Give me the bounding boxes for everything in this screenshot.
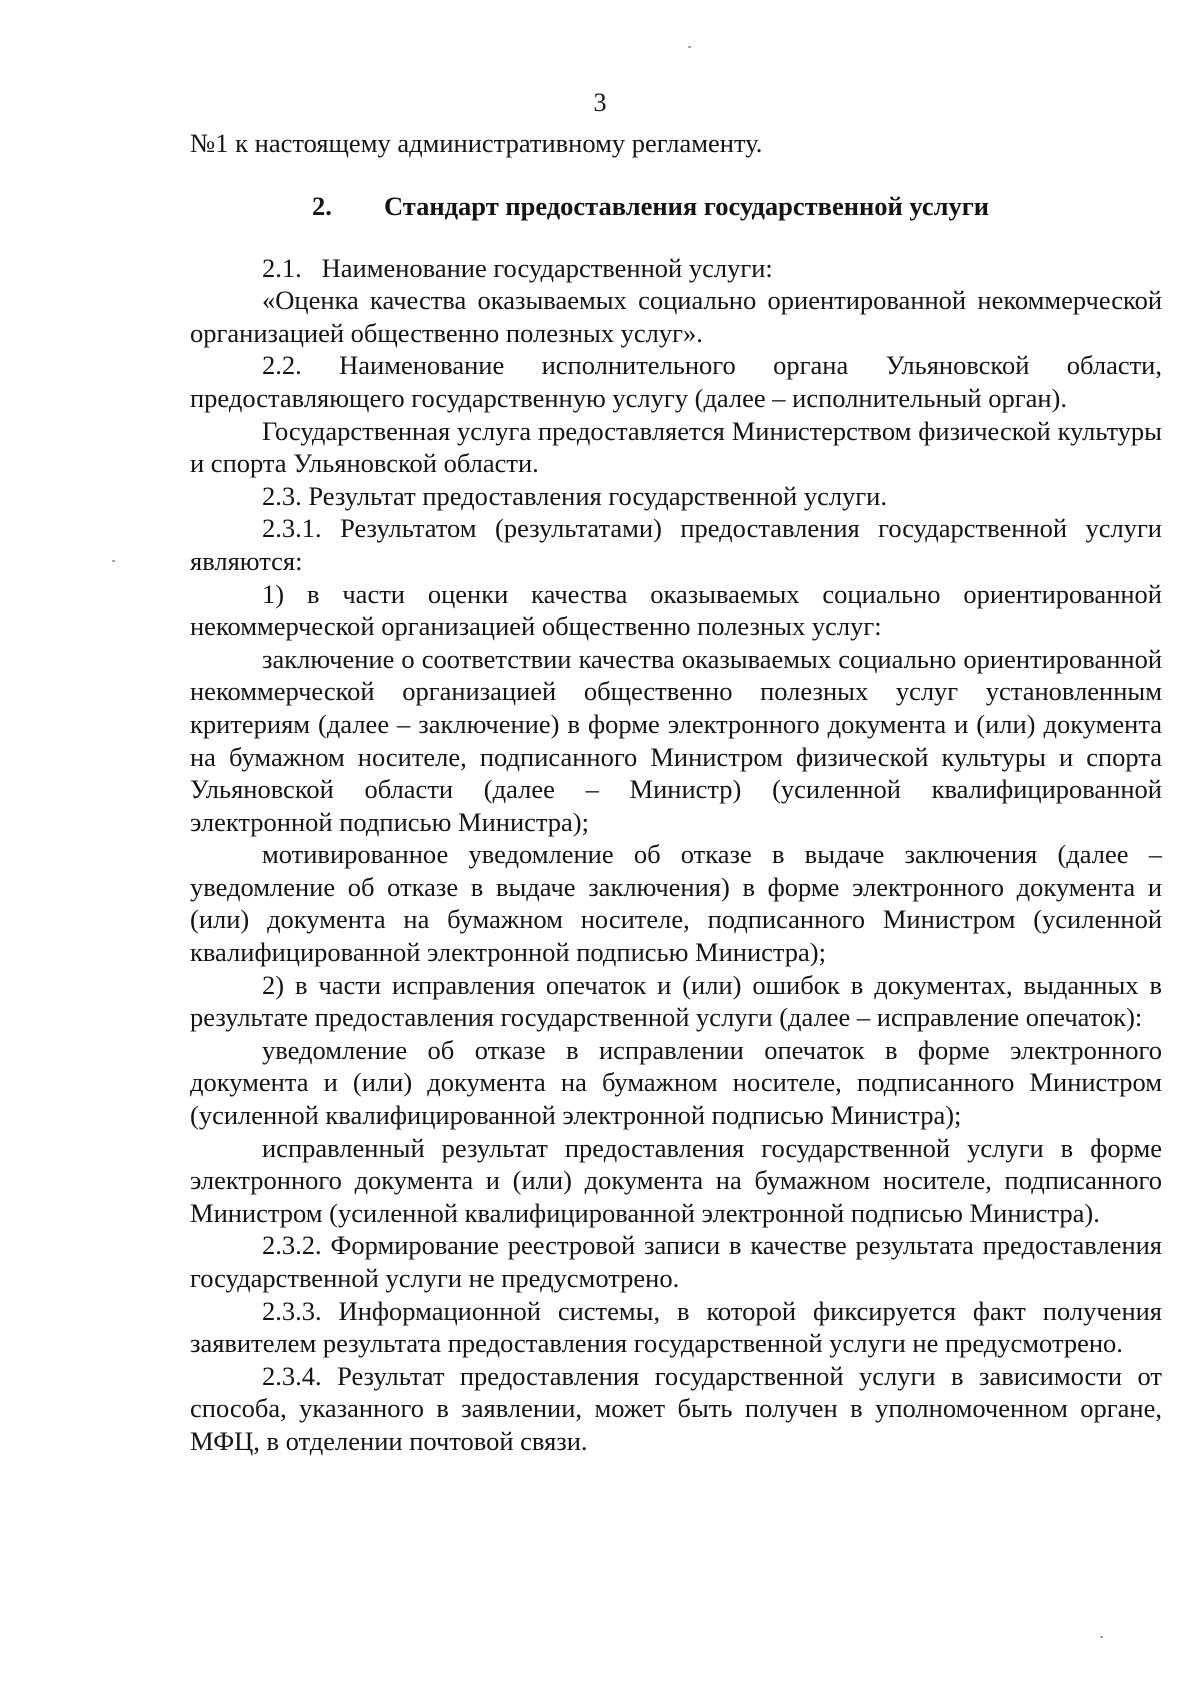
paragraph-provider: Государственная услуга предоставляется Министерством физической культуры и спорта Ульяновской области.	[190, 415, 1162, 479]
paragraph-2-1: 2.1. Наименование государственной услуги:	[262, 252, 773, 283]
paragraph-item-1: 1) в части оценки качества оказываемых социально ориентированной некоммерческой организацией общественно полезных услуг:	[190, 578, 1162, 642]
paragraph-refusal-notice: мотивированное уведомление об отказе в выдаче заключения (далее – уведомление об отказе в выдаче заключения) в форме электронного документа и (или) документа на бумажном носителе, подписанного Министром (усиленной квалифицированной электронной подписью Министра);	[190, 839, 1162, 968]
paragraph-correction-refusal: уведомление об отказе в исправлении опечаток в форме электронного документа и (или) документа на бумажном носителе, подписанного Министром (усиленной квалифицированной электронной подписью Министра);	[190, 1034, 1162, 1131]
paragraph-service-name: «Оценка качества оказываемых социально ориентированной некоммерческой организацией общественно полезных услуг».	[190, 285, 1162, 348]
paragraph-2-3-2: 2.3.2. Формирование реестровой записи в качестве результата предоставления государственной услуги не предусмотрено.	[190, 1230, 1162, 1293]
scan-speck	[688, 46, 691, 48]
paragraph-2-3-3: 2.3.3. Информационной системы, в которой фиксируется факт получения заявителем результата предоставления государственной услуги не предусмотрено.	[190, 1295, 1162, 1359]
paragraph-2-2: 2.2. Наименование исполнительного органа Ульяновской области, предоставляющего государственную услугу (далее – исполнительный орган).	[190, 350, 1162, 413]
paragraph-conclusion: заключение о соответствии качества оказываемых социально ориентированной некоммерческой организацией общественно полезных услуг установленным критериям (далее – заключение) в форме электронного документа и (или) документа на бумажном носителе, подписанного Министром физической культуры и спорта Ульяновской области (далее – Министр) (усиленной квалифицированной электронной подписью Министра);	[190, 643, 1162, 837]
paragraph-corrected-result: исправленный результат предоставления государственной услуги в форме электронного документа и (или) документа на бумажном носителе, подписанного Министром (усиленной квалифицированной электронной подписью Министра).	[190, 1132, 1162, 1228]
paragraph-item-2: 2) в части исправления опечаток и (или) ошибок в документах, выданных в результате предоставления государственной услуги (далее – исправление опечаток):	[190, 969, 1162, 1033]
section-heading	[190, 190, 1162, 222]
scan-speck	[112, 560, 115, 562]
section-number: 2.	[312, 190, 332, 221]
paragraph-2-3: 2.3. Результат предоставления государственной услуги.	[262, 480, 887, 511]
scan-speck	[1100, 1636, 1103, 1638]
paragraph-2-3-1: 2.3.1. Результатом (результатами) предоставления государственной услуги являются:	[190, 513, 1162, 576]
document-body	[190, 127, 1162, 1458]
continuation-line: №1 к настоящему административному регламенту.	[190, 128, 763, 158]
page-number: 3	[593, 88, 607, 117]
paragraph-2-3-4: 2.3.4. Результат предоставления государственной услуги в зависимости от способа, указанного в заявлении, может быть получен в уполномоченном органе, МФЦ, в отделении почтовой связи.	[190, 1360, 1162, 1456]
section-title: Стандарт предоставления государственной услуги	[384, 190, 990, 221]
